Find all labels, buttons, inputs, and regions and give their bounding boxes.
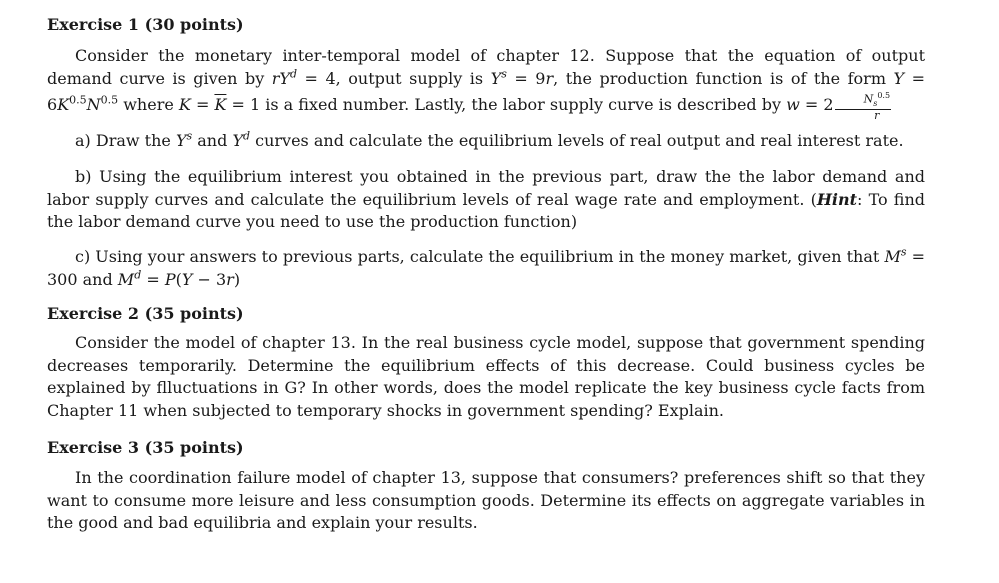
- labor-supply-fraction: $\frac{N_s^{0.5}}{r}$: [835, 90, 891, 121]
- exercise-1-part-c: c) Using your answers to previous parts, calculate the equilibrium in the money market, given that $M^s = 300$ and $M^d = P(Y - 3r)$: [47, 245, 925, 289]
- exercise-1-part-a: a) Draw the $Y^s$ and $Y^d$ curves and calculate the equilibrium levels of real output and real interest rate.: [75, 129, 904, 150]
- exercise-2-body: Consider the model of chapter 13. In the real business cycle model, suppose that government spending decreases temporarily. Determine the equilibrium effects of this decrease. Could business cycles be explained by flluctuations in G? In other words, does the model replicate the key business cycle facts from Chapter 11 when subjected to temporary shocks in government spending? Explain.: [47, 333, 925, 420]
- exercise-3-heading: Exercise 3 (35 points): [47, 438, 244, 457]
- exercise-1-intro: Consider the monetary inter-temporal model of chapter 12. Suppose that the equation of output demand curve is given by $rY^d = 4$, output supply is $Y^s = 9r$, the production function is of the form $Y = 6K^{0.5}N^{0.5}$ where $K = \overline{K} = 1$ is a fixed number. Lastly, the labor supply curve is described by w = 2 $\frac{N_s^{0.5}}{r}$: [47, 46, 926, 122]
- exercise-1-heading: Exercise 1 (30 points): [47, 15, 244, 34]
- exercise-1-part-b: b) Using the equilibrium interest you obtained in the previous part, draw the the labor demand and labor supply curves and calculate the equilibrium levels of real wage rate and employment. (Hint: To find the labor demand curve you need to use the production function): [47, 167, 925, 231]
- exercise-2-heading: Exercise 2 (35 points): [47, 304, 244, 323]
- exercise-3-body: In the coordination failure model of chapter 13, suppose that consumers? preferences shift so that they want to consume more leisure and less consumption goods. Determine its effects on aggregate variables in the good and bad equilibria and explain your results.: [47, 468, 925, 532]
